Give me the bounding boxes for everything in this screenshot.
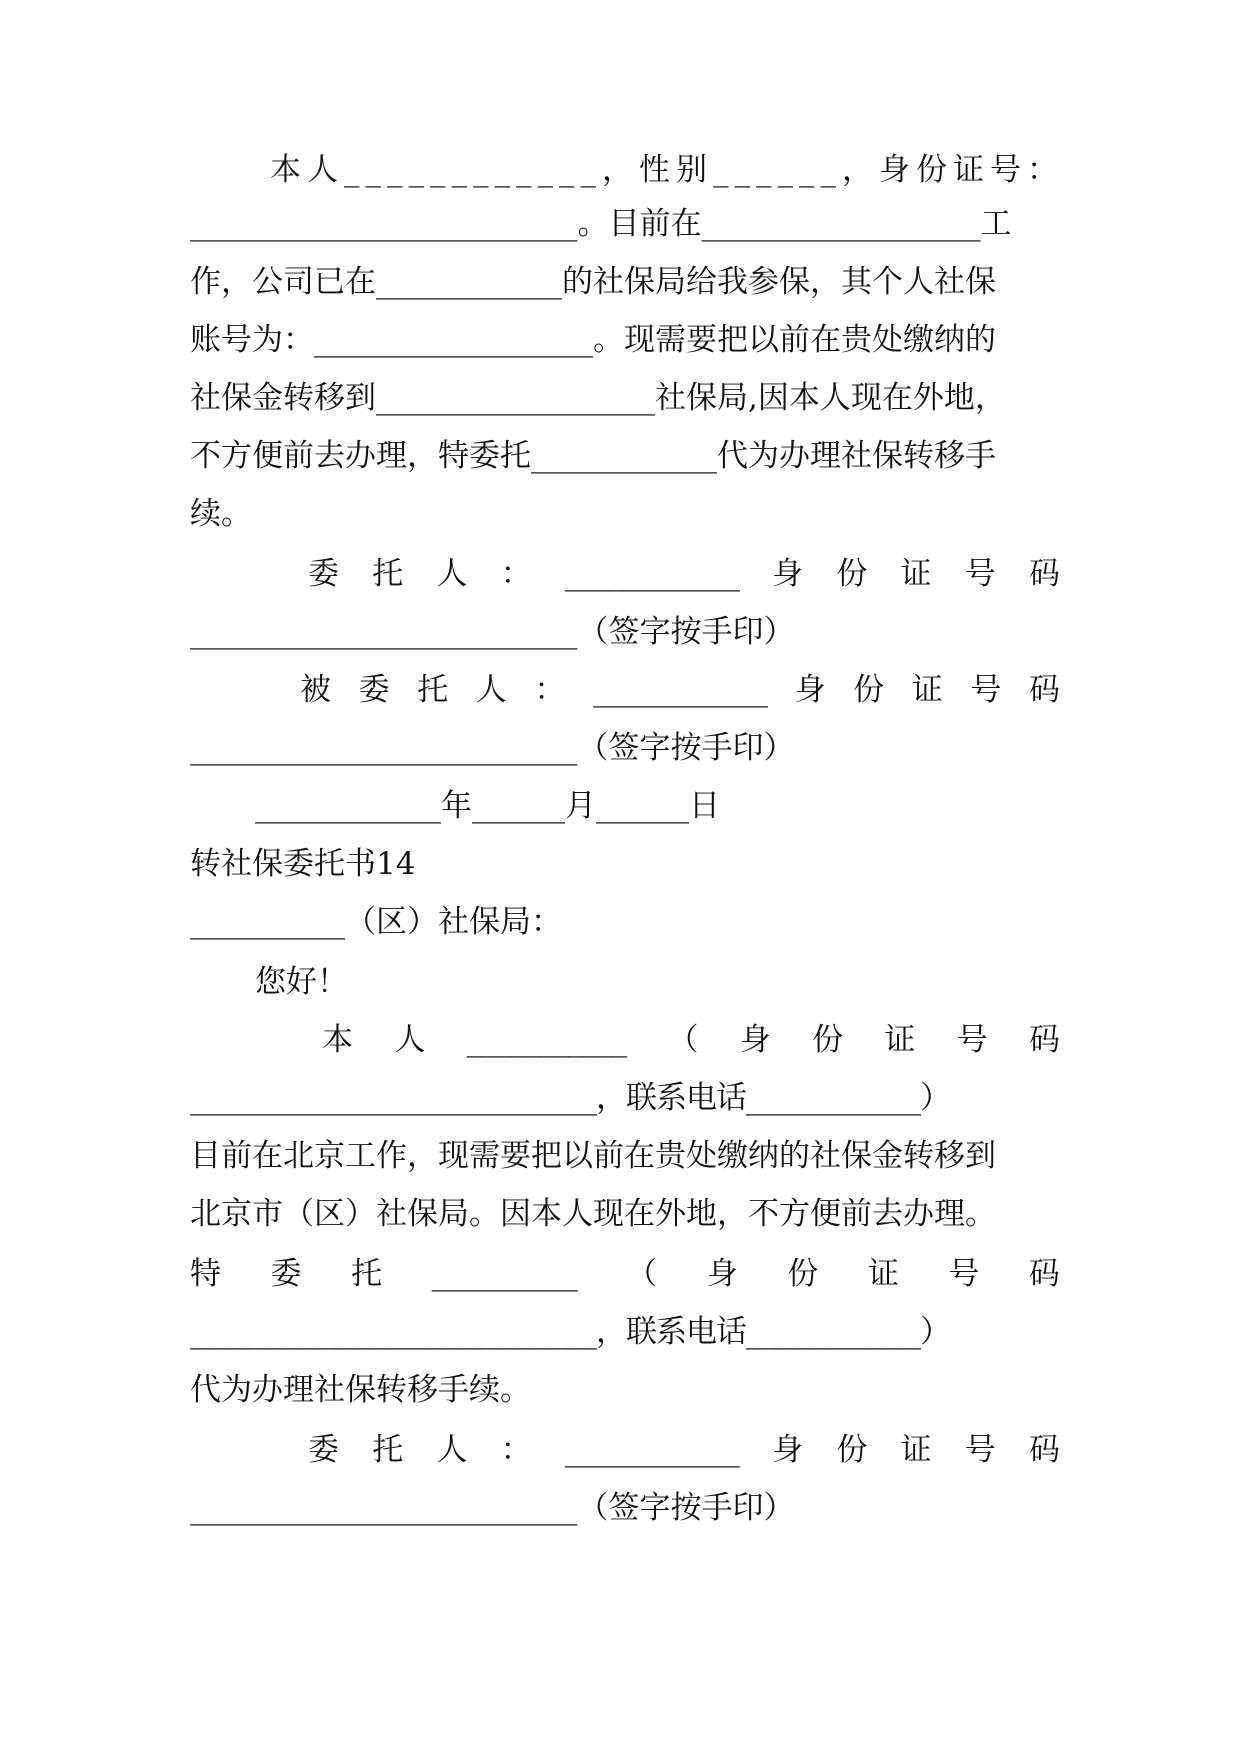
sig2-l1-t7: 证 (900, 1432, 932, 1468)
p2-l5-t0: 特 (190, 1256, 221, 1292)
p1-line-1 (270, 150, 1064, 190)
sig1-line-2: _________________________（签字按手印） (190, 614, 795, 650)
p1-line-1-seg-1: 本人____________ (270, 152, 602, 188)
sig1-l1-t0: 委 (308, 556, 339, 592)
p2-l1-t4: 身 (739, 1022, 771, 1058)
p1-line-7: 续。 (190, 496, 252, 532)
p2-l5-t3: __________ (431, 1256, 577, 1292)
sig1-date: ____________年______月______日 (255, 788, 720, 824)
sig1-l3-t1: 委 (358, 672, 390, 708)
p2-l5-t4: （ (626, 1256, 658, 1292)
p2-l1-t8: 码 (1029, 1022, 1060, 1058)
p2-l1-t0: 本 (322, 1022, 353, 1058)
p2-l5-t8: 号 (948, 1256, 980, 1292)
sig1-l1-t1: 托 (372, 556, 404, 592)
p2-line-5 (190, 1254, 1060, 1294)
sig2-l1-t5: 身 (772, 1432, 804, 1468)
p2-l5-t1: 委 (270, 1256, 302, 1292)
sig1-l1-t9: 码 (1028, 556, 1060, 592)
sig2-l1-t4: ____________ (564, 1432, 739, 1468)
p2-l5-t6: 份 (787, 1256, 819, 1292)
sig1-l1-t7: 证 (900, 556, 932, 592)
p2-l5-t7: 证 (867, 1256, 899, 1292)
greeting: 您好！ (255, 964, 348, 1000)
p1-line-4: 账号为：__________________。现需要把以前在贵处缴纳的 (190, 322, 996, 358)
sig1-l3-t8: 证 (911, 672, 943, 708)
p2-l1-t1: 人 (394, 1022, 426, 1058)
sig2-line-1 (308, 1430, 1060, 1470)
p2-l1-t2: ___________ (466, 1022, 627, 1058)
sig1-line-3 (300, 670, 1060, 710)
p1-line-6: 不方便前去办理，特委托____________代为办理社保转移手 (190, 438, 996, 474)
sig1-l3-t10: 码 (1028, 672, 1060, 708)
sig1-l1-t5: 身 (772, 556, 804, 592)
sig2-l1-t0: 委 (308, 1432, 339, 1468)
sig1-l3-t4: ： (534, 672, 566, 708)
sig1-l3-t0: 被 (300, 672, 331, 708)
sig1-l3-t7: 份 (853, 672, 885, 708)
p2-l5-t9: 码 (1028, 1256, 1060, 1292)
p2-l1-t5: 份 (812, 1022, 844, 1058)
p2-l1-t7: 号 (956, 1022, 988, 1058)
sig1-l3-t3: 人 (475, 672, 507, 708)
p2-line-4: 北京市（区）社保局。因本人现在外地，不方便前去办理。 (190, 1196, 996, 1232)
sig1-l1-t8: 号 (964, 556, 996, 592)
p2-line-2: ____________________________，联系电话____________） (190, 1080, 950, 1116)
sig1-l3-t5: ____________ (592, 672, 767, 708)
sig1-l3-t2: 托 (417, 672, 449, 708)
sig1-line-4: _________________________（签字按手印） (190, 730, 795, 766)
sig1-l1-t2: 人 (436, 556, 468, 592)
sig1-l1-t4: ____________ (564, 556, 739, 592)
sig2-line-2: _________________________（签字按手印） (190, 1490, 795, 1526)
p1-line-1-seg-2: ，性别______ (602, 152, 842, 188)
sig1-l3-t6: 身 (794, 672, 826, 708)
sig2-l1-t3: ： (500, 1432, 532, 1468)
p1-line-1-seg-3: ，身份证号： (842, 152, 1064, 188)
p2-l5-t5: 身 (706, 1256, 738, 1292)
p2-l5-t2: 托 (351, 1256, 383, 1292)
addressee: __________（区）社保局： (190, 904, 562, 940)
document-title: 转社保委托书14 (190, 846, 416, 882)
p2-line-7: 代为办理社保转移手续。 (190, 1372, 531, 1408)
p2-l1-t3: （ (667, 1022, 699, 1058)
sig2-l1-t2: 人 (436, 1432, 468, 1468)
sig1-l1-t3: ： (500, 556, 532, 592)
sig2-l1-t8: 号 (964, 1432, 996, 1468)
p2-l1-t6: 证 (884, 1022, 916, 1058)
p2-line-3: 目前在北京工作，现需要把以前在贵处缴纳的社保金转移到 (190, 1138, 996, 1174)
sig1-l1-t6: 份 (836, 556, 868, 592)
sig1-l3-t9: 号 (970, 672, 1002, 708)
p1-line-5: 社保金转移到__________________社保局,因本人现在外地， (190, 380, 1006, 416)
p2-line-6: ____________________________，联系电话____________） (190, 1314, 950, 1350)
sig2-l1-t6: 份 (836, 1432, 868, 1468)
p1-line-2: _________________________。目前在__________________工 (190, 206, 1012, 242)
sig2-l1-t1: 托 (372, 1432, 404, 1468)
sig1-line-1 (308, 554, 1060, 594)
p1-line-3: 作，公司已在____________的社保局给我参保，其个人社保 (190, 264, 996, 300)
sig2-l1-t9: 码 (1028, 1432, 1060, 1468)
p2-line-1 (322, 1020, 1060, 1060)
